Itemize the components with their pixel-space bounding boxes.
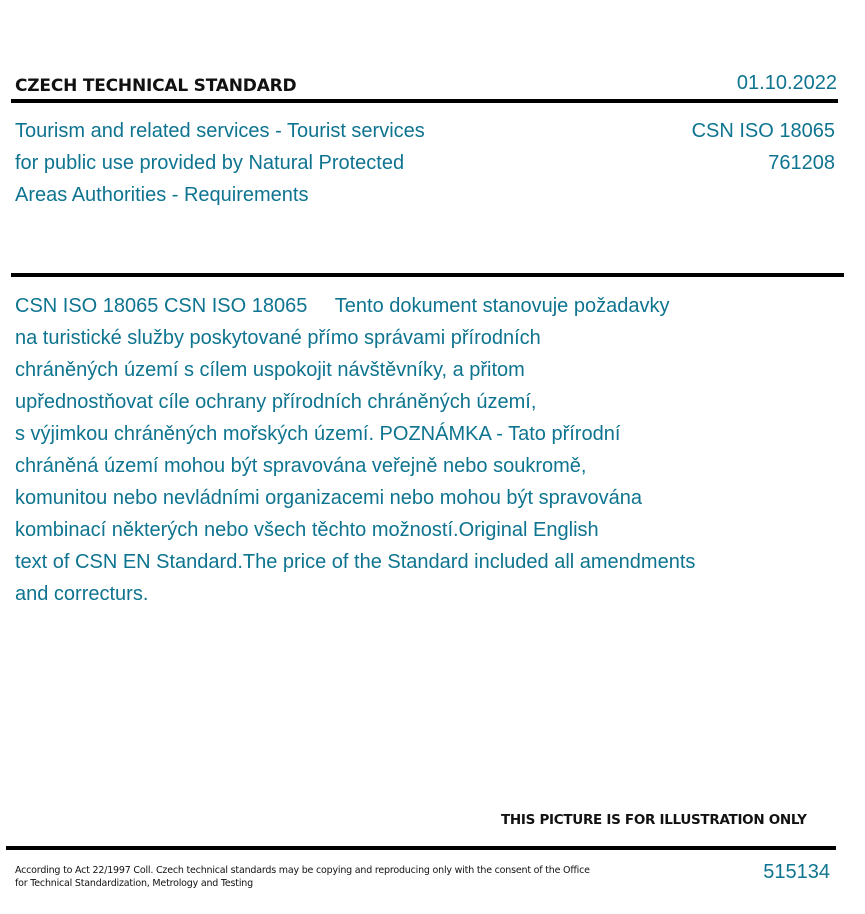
standard-code: CSN ISO 18065 (691, 120, 835, 142)
description-line: text of CSN EN Standard.The price of the Standard included all amendments (15, 551, 696, 573)
standard-codes (692, 115, 835, 179)
description-line: kombinací některých nebo všech těchto možností.Original English (15, 519, 599, 541)
description-line: na turistické služby poskytované přímo správami přírodních (15, 327, 541, 349)
footer-divider (6, 846, 836, 850)
standard-title (15, 115, 515, 211)
title-divider (11, 273, 844, 277)
publication-date: 01.10.2022 (736, 72, 837, 94)
description-line: s výjimkou chráněných mořských území. POZNÁMKA - Tato přírodní (15, 423, 621, 445)
standard-description (15, 290, 775, 610)
standard-title-line: for public use provided by Natural Protected (15, 152, 405, 174)
description-line: and correcturs. (15, 583, 149, 605)
header-divider (11, 99, 838, 103)
description-line: komunitou nebo nevládními organizacemi nebo mohou být spravována (15, 487, 643, 509)
copyright-line: According to Act 22/1997 Coll. Czech technical standards may be copying and reproducing only with the consent of the Office (15, 865, 590, 876)
description-line: upřednostňovat cíle ochrany přírodních chráněných území, (15, 391, 537, 413)
illustration-disclaimer: THIS PICTURE IS FOR ILLUSTRATION ONLY (501, 812, 807, 828)
copyright-line: for Technical Standardization, Metrology and Testing (15, 878, 253, 889)
document-type-label: CZECH TECHNICAL STANDARD (15, 76, 297, 96)
classification-number: 761208 (768, 152, 835, 174)
description-line: chráněná území mohou být spravována veřejně nebo soukromě, (15, 455, 587, 477)
standard-title-line: Areas Authorities - Requirements (15, 184, 309, 206)
description-line: chráněných území s cílem uspokojit návštěvníky, a přitom (15, 359, 525, 381)
description-line: CSN ISO 18065 CSN ISO 18065 Tento dokument stanovuje požadavky (15, 295, 670, 317)
copyright-notice (15, 864, 615, 890)
standard-title-line: Tourism and related services - Tourist services (15, 120, 425, 142)
document-id: 515134 (763, 861, 830, 883)
